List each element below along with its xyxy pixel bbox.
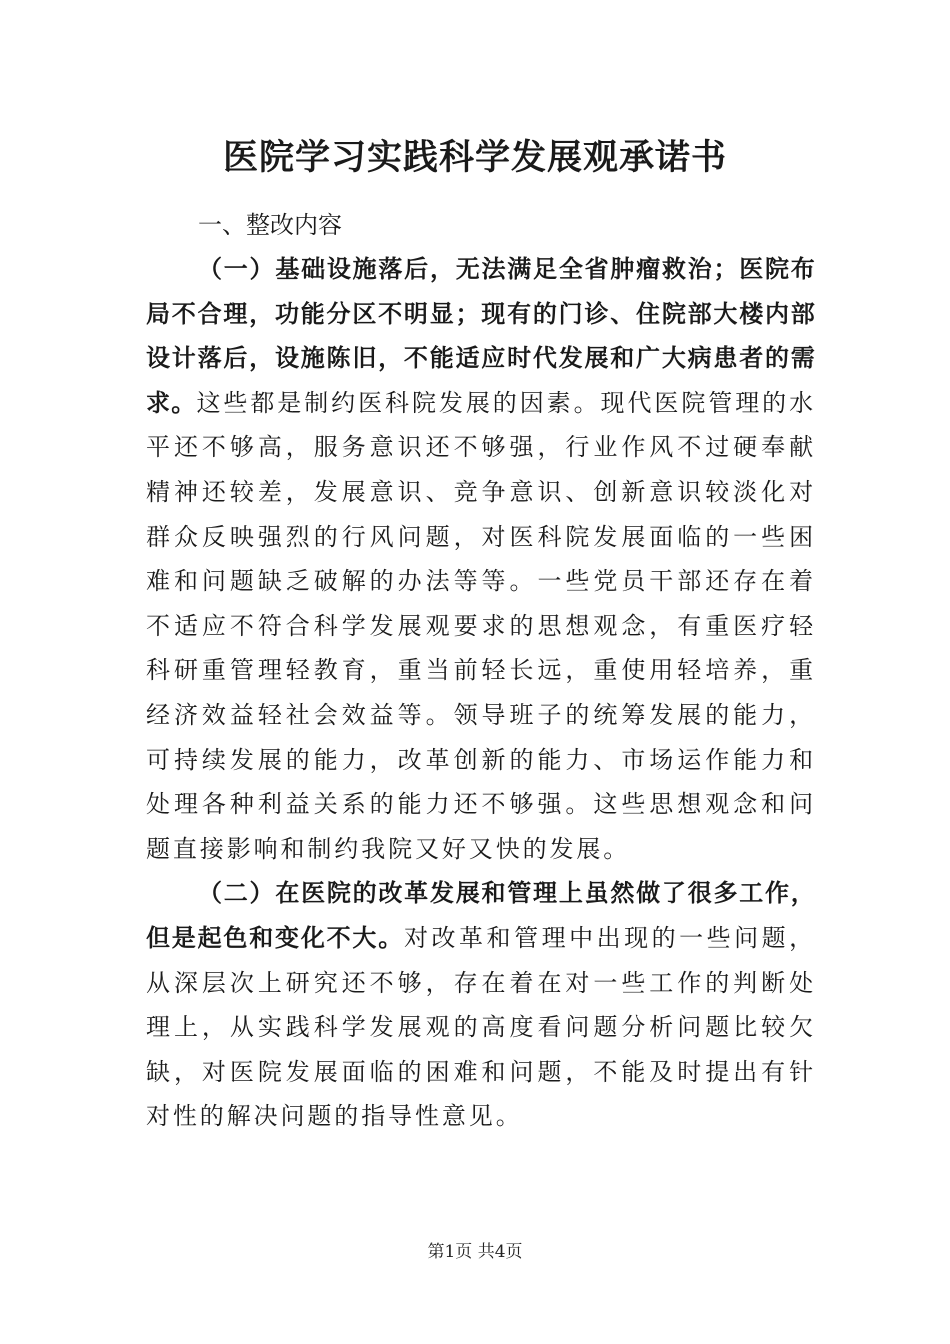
paragraph-1-lead: （一）基础设施落后，无法满足全省肿瘤救治；医院布局不合理，功能分区不明显；现有的门诊、住院部大楼内部设计落后，设施陈旧，不能适应时代发展和广大病患者的需求。: [146, 255, 816, 417]
page-footer: 第1页 共4页: [427, 1242, 523, 1262]
paragraph-1: [146, 247, 816, 871]
document-title: 医院学习实践科学发展观承诺书: [222, 137, 727, 178]
paragraph-2: [146, 871, 816, 1139]
document-body: [146, 203, 816, 1139]
paragraph-2-body: 对改革和管理中出现的一些问题，从深层次上研究还不够，存在着在对一些工作的判断处理上，从实践科学发展观的高度看问题分析问题比较欠缺，对医院发展面临的困难和问题，不能及时提出有针对性的解决问题的指导性意见。: [146, 923, 817, 1131]
section-heading: 一、整改内容: [198, 211, 342, 239]
paragraph-2-lead: （二）在医院的改革发展和管理上虽然做了很多工作，但是起色和变化不大。: [146, 879, 816, 952]
paragraph-1-body: 这些都是制约医科院发展的因素。现代医院管理的水平还不够高，服务意识还不够强，行业作风不过硬奉献精神还较差，发展意识、竞争意识、创新意识较淡化对群众反映强烈的行风问题，对医科院发展面临的一些困难和问题缺乏破解的办法等等。一些党员干部还存在着不适应不符合科学发展观要求的思想观念，有重医疗轻科研重管理轻教育，重当前轻长远，重使用轻培养，重经济效益轻社会效益等。领导班子的统筹发展的能力，可持续发展的能力，改革创新的能力、市场运作能力和处理各种利益关系的能力还不够强。这些思想观念和问题直接影响和制约我院又好又快的发展。: [146, 388, 816, 863]
